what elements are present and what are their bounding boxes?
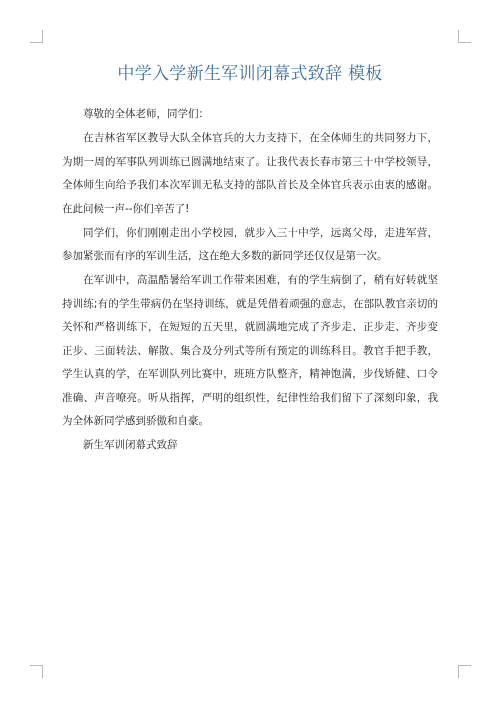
paragraph-1: 在吉林省军区教导大队全体官兵的大力支持下，在全体师生的共同努力下，为期一周的军事队列训练已圆满地结束了。让我代表长春市第三十中学校领导，全体师生向给予我们本次军训无私支持的部队首长及全体官兵表示由衷的感谢。在此问候一声--你们辛苦了! [62,132,438,215]
document-title: 中学入学新生军训闭幕式致辞 模板 [117,64,383,84]
closing-line: 新生军训闭幕式致辞 [83,439,178,451]
document-body [62,103,438,458]
crop-mark-top-right [458,30,471,43]
paragraph-3: 在军训中，高温酷暑给军训工作带来困难，有的学生病倒了，稍有好转就坚持训练;有的学生带病仍在坚持训练，就是凭借着顽强的意志，在部队教官亲切的关怀和严格训练下，在短短的五天里，就圆满地完成了齐步走、正步走、齐步变正步、三面转法、解散、集合及分列式等所有预定的训练科目。教官手把手教，学生认真的学，在军训队列比赛中，班班方队整齐，精神饱满，步伐矫健、口令准确、声音嘹亮。听从指挥，严明的组织性，纪律性给我们留下了深刻印象，我为全体新同学感到骄傲和自豪。 [62,274,438,427]
crop-mark-bottom-left [30,665,43,678]
paragraph-2: 同学们，你们刚刚走出小学校园，就步入三十中学，远离父母，走进军营，参加紧张而有序的军训生活，这在绝大多数的新同学还仅仅是第一次。 [62,226,438,262]
salutation: 尊敬的全体老师，同学们： [83,108,209,120]
crop-mark-bottom-right [458,665,471,678]
crop-mark-top-left [30,30,43,43]
